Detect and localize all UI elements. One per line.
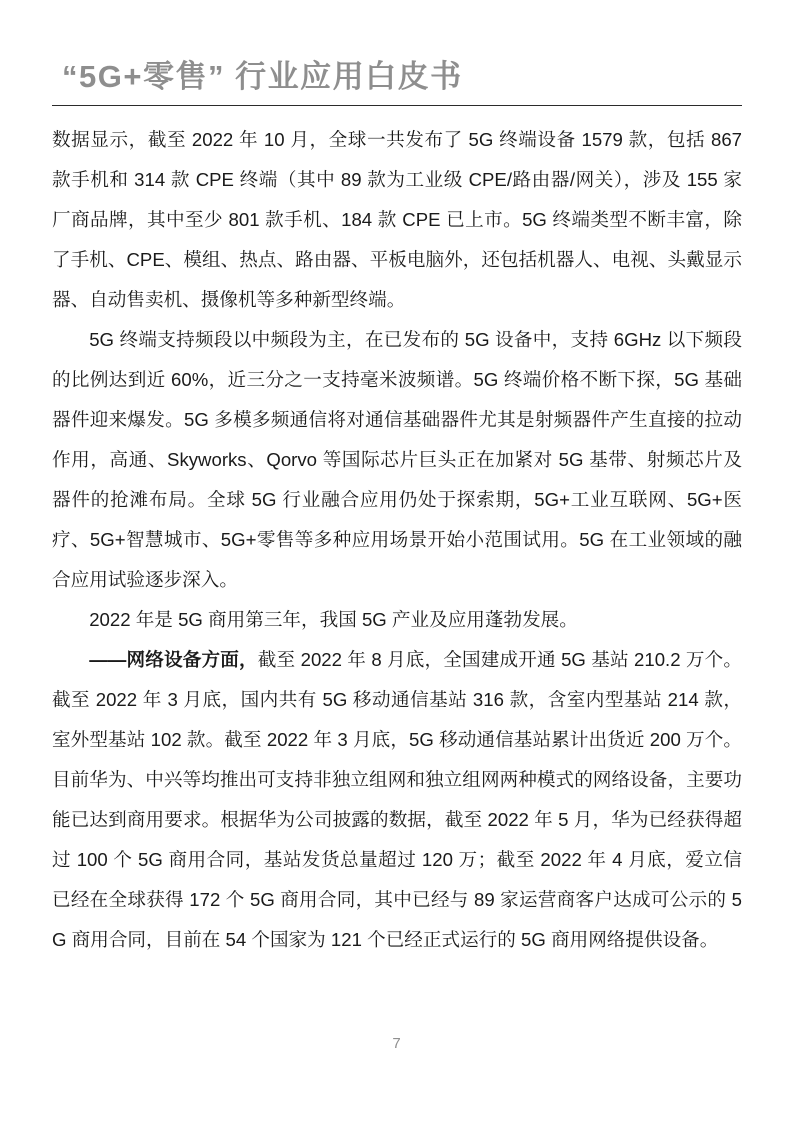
network-equipment-body: 截至 2022 年 8 月底，全国建成开通 5G 基站 210.2 万个。截至 2022 年 3 月底，国内共有 5G 移动通信基站 316 款，含室内型基站 214 款，室外型基站 102 款。截至 2022 年 3 月底，5G 移动通信基站累计出货近 200 万个。目前华为、中兴等均推出可支持非独立组网和独立组网两种模式的网络设备，主要功能已达到商用要求。根据华为公司披露的数据，截至 2022 年 5 月，华为已经获得超过 100 个 5G 商用合同，基站发货总量超过 120 万；截至 2022 年 4 月底，爱立信已经在全球获得 172 个 5G 商用合同，其中已经与 89 家运营商客户达成可公示的 5G 商用合同，目前在 54 个国家为 121 个已经正式运行的 5G 商用网络提供设备。 — [52, 648, 742, 950]
paragraph-network-equipment — [52, 640, 742, 960]
paragraph-frequency-bands: 5G 终端支持频段以中频段为主，在已发布的 5G 设备中，支持 6GHz 以下频段的比例达到近 60%，近三分之一支持毫米波频谱。5G 终端价格不断下探，5G 基础器件迎来爆发。5G 多模多频通信将对通信基础器件尤其是射频器件产生直接的拉动作用，高通、Skyworks、Qorvo 等国际芯片巨头正在加紧对 5G 基带、射频芯片及器件的抢滩布局。全球 5G 行业融合应用仍处于探索期，5G+工业互联网、5G+医疗、5G+智慧城市、5G+零售等多种应用场景开始小范围试用。5G 在工业领域的融合应用试验逐步深入。 — [52, 328, 742, 590]
paragraph-2022-third-year: 2022 年是 5G 商用第三年，我国 5G 产业及应用蓬勃发展。 — [89, 608, 578, 630]
page-content — [52, 0, 742, 960]
title-divider — [52, 105, 742, 106]
page-title: “5G+零售” 行业应用白皮书 — [62, 59, 463, 94]
network-equipment-lead-in: ——网络设备方面， — [89, 648, 258, 670]
paragraph-terminals-release: 数据显示，截至 2022 年 10 月，全球一共发布了 5G 终端设备 1579 款，包括 867 款手机和 314 款 CPE 终端（其中 89 款为工业级 CPE/路由器/网关），涉及 155 家厂商品牌，其中至少 801 款手机、184 款 CPE 已上市。5G 终端类型不断丰富，除了手机、CPE、模组、热点、路由器、平板电脑外，还包括机器人、电视、头戴显示器、自动售卖机、摄像机等多种新型终端。 — [52, 128, 742, 310]
page-number: 7 — [392, 1035, 401, 1052]
